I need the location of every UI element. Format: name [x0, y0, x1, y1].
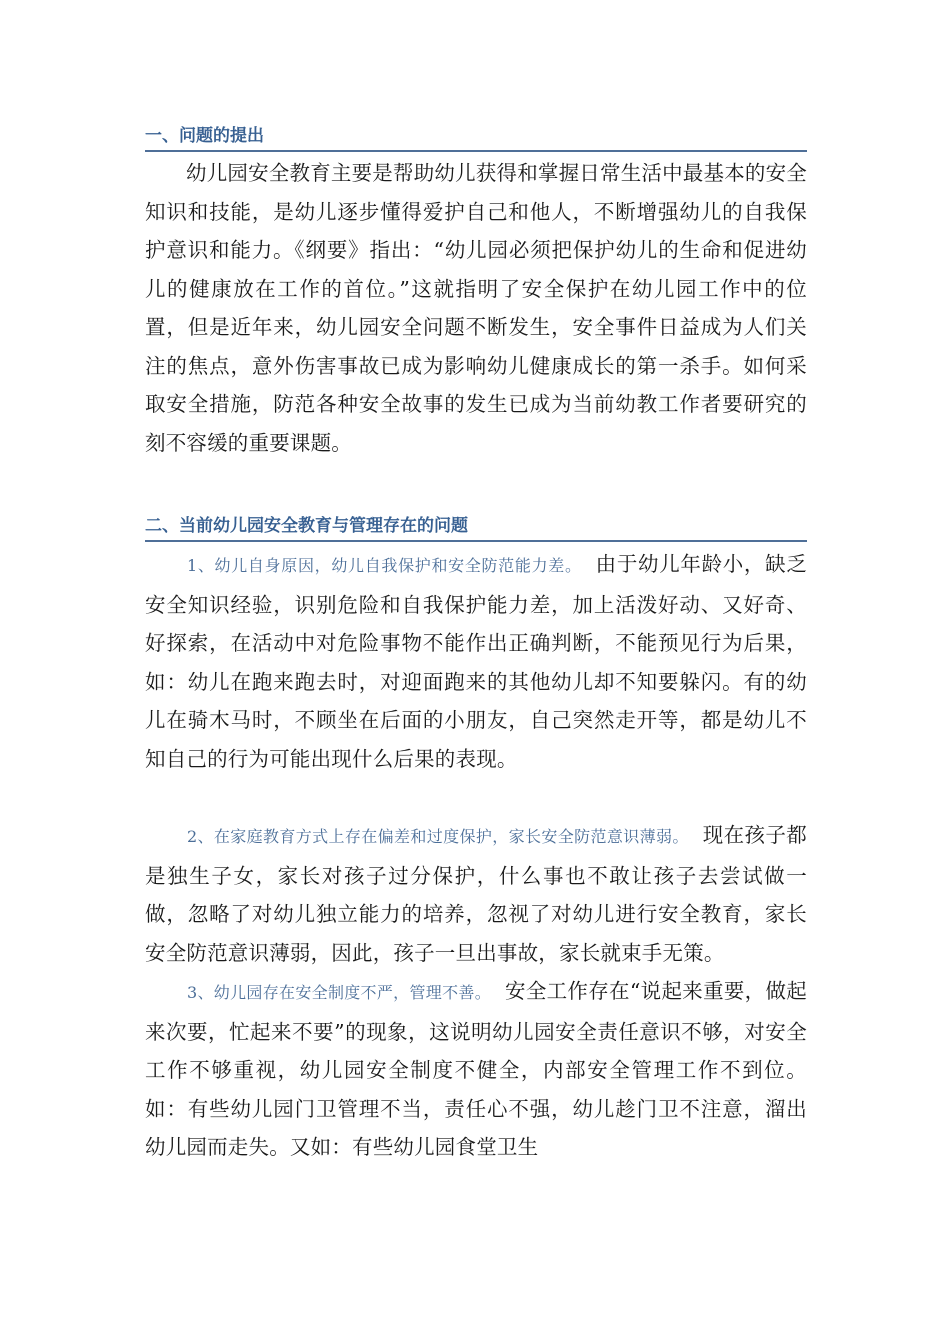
section-heading-2: 二、当前幼儿园安全教育与管理存在的问题 [145, 514, 807, 542]
section-1-paragraph: 幼儿园安全教育主要是帮助幼儿获得和掌握日常生活中最基本的安全知识和技能，是幼儿逐步懂得爱护自己和他人，不断增强幼儿的自我保护意识和能力。《纲要》指出：“幼儿园必须把保护幼儿的生命和促进幼儿的健康放在工作的首位。”这就指明了安全保护在幼儿园工作中的位置，但是近年来，幼儿园安全问题不断发生，安全事件日益成为人们关注的焦点，意外伤害事故已成为影响幼儿健康成长的第一杀手。如何采取安全措施，防范各种安全故事的发生已成为当前幼教工作者要研究的刻不容缓的重要课题。 [145, 161, 807, 455]
section-2-item-1 [145, 545, 807, 778]
document-page [145, 124, 807, 1167]
section-2-item-3 [145, 972, 807, 1167]
section-2-item-2 [145, 816, 807, 972]
section-heading-1: 一、问题的提出 [145, 124, 807, 152]
item-1-subheading: 1、幼儿自身原因，幼儿自我保护和安全防范能力差。 [187, 556, 582, 575]
item-3-text: 安全工作存在“说起来重要，做起来次要，忙起来不要”的现象，这说明幼儿园安全责任意识不够，对安全工作不够重视，幼儿园安全制度不健全，内部安全管理工作不到位。如：有些幼儿园门卫管理不当，责任心不强，幼儿趁门卫不注意，溜出幼儿园而走失。又如：有些幼儿园食堂卫生 [145, 979, 807, 1159]
item-3-subheading: 3、幼儿园存在安全制度不严，管理不善。 [187, 983, 492, 1002]
item-2-text: 现在孩子都是独生子女，家长对孩子过分保护，什么事也不敢让孩子去尝试做一做，忽略了对幼儿独立能力的培养，忽视了对幼儿进行安全教育，家长安全防范意识薄弱，因此，孩子一旦出事故，家长就束手无策。 [145, 823, 807, 965]
item-2-subheading: 2、在家庭教育方式上存在偏差和过度保护，家长安全防范意识薄弱。 [187, 827, 689, 846]
item-1-text: 由于幼儿年龄小，缺乏安全知识经验，识别危险和自我保护能力差，加上活泼好动、又好奇、好探索，在活动中对危险事物不能作出正确判断，不能预见行为后果，如：幼儿在跑来跑去时，对迎面跑来的其他幼儿却不知要躲闪。有的幼儿在骑木马时，不顾坐在后面的小朋友，自己突然走开等，都是幼儿不知自己的行为可能出现什么后果的表现。 [145, 552, 808, 771]
